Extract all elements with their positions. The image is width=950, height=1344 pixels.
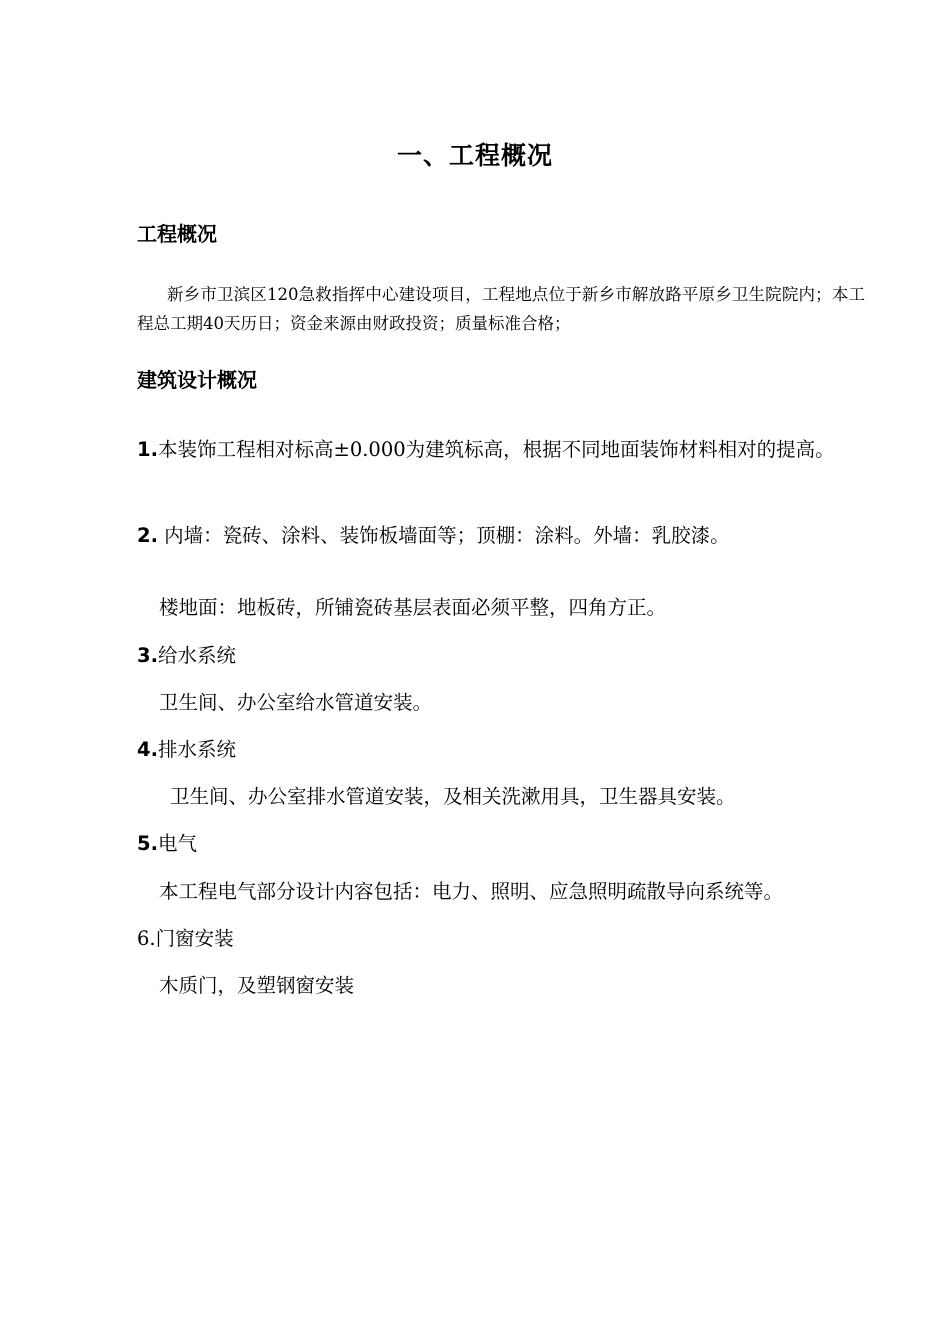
page-title: 一、工程概况 — [396, 141, 553, 170]
item-6-detail: 木质门，及塑钢窗安装 — [159, 974, 355, 997]
design-item-5 — [137, 829, 197, 859]
section-heading-architecture-design: 建筑设计概况 — [137, 368, 257, 392]
item-2-detail: 楼地面：地板砖，所铺瓷砖基层表面必须平整，四角方正。 — [159, 596, 667, 619]
item-text: 电气 — [157, 832, 197, 855]
item-text: 排水系统 — [157, 738, 236, 761]
section-heading-project-overview: 工程概况 — [137, 222, 217, 246]
item-5-detail: 本工程电气部分设计内容包括：电力、照明、应急照明疏散导向系统等。 — [159, 880, 784, 903]
project-overview-paragraph: 新乡市卫滨区120急救指挥中心建设项目，工程地点位于新乡市解放路平原乡卫生院院内；本工程总工期40天历日；资金来源由财政投资；质量标准合格； — [137, 285, 865, 333]
item-number: 1. — [137, 438, 158, 461]
item-number: 3. — [137, 644, 158, 667]
item-4-detail: 卫生间、办公室排水管道安装，及相关洗漱用具，卫生器具安装。 — [170, 785, 736, 808]
item-3-detail: 卫生间、办公室给水管道安装。 — [159, 691, 433, 714]
item-text: 给水系统 — [157, 644, 236, 667]
item-text: 本装饰工程相对标高±0.000为建筑标高，根据不同地面装饰材料相对的提高。 — [157, 438, 835, 461]
design-item-6 — [137, 924, 234, 954]
item-number: 6. — [137, 927, 156, 950]
item-text: 门窗安装 — [155, 927, 234, 950]
design-item-3 — [137, 641, 236, 671]
item-number: 4. — [137, 738, 158, 761]
design-item-4 — [137, 735, 236, 765]
item-number: 2. — [137, 524, 158, 547]
item-text: 内墙：瓷砖、涂料、装饰板墙面等；顶棚：涂料。外墙：乳胶漆。 — [157, 524, 730, 547]
design-item-1 — [137, 426, 865, 474]
item-number: 5. — [137, 832, 158, 855]
design-item-2 — [137, 521, 730, 551]
